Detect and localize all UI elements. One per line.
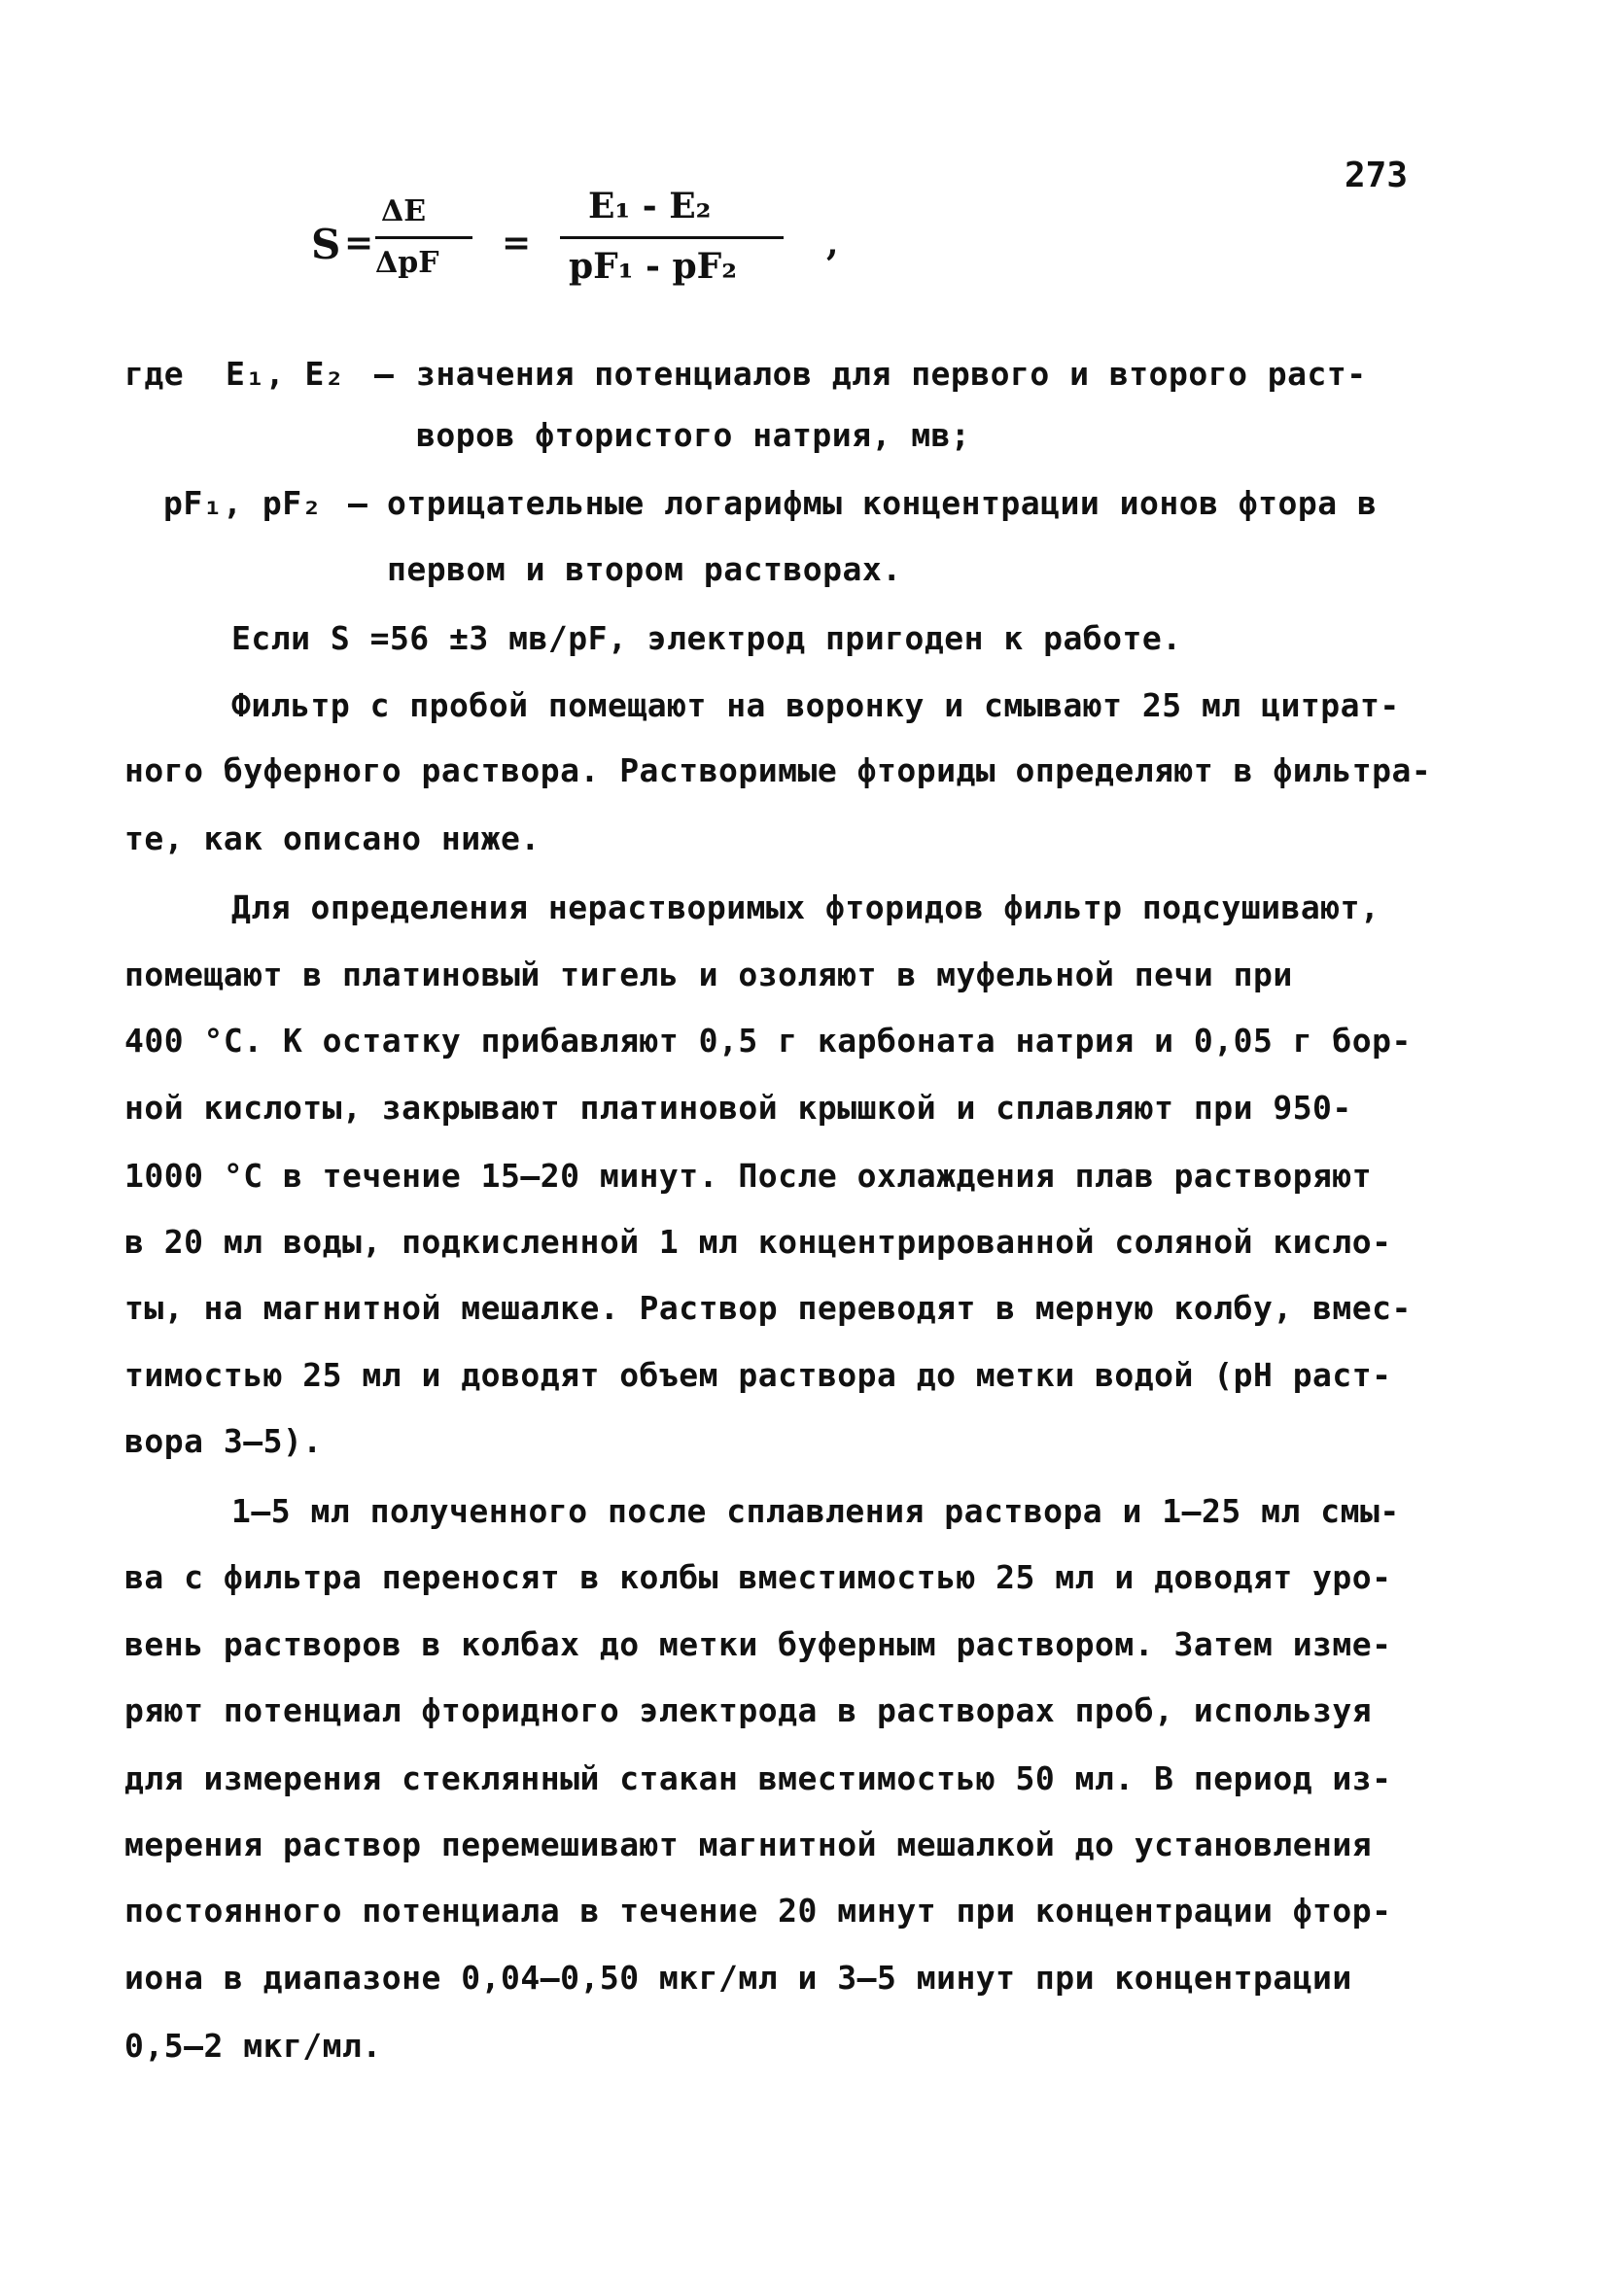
formula-frac1-numerator: ΔE — [381, 194, 427, 228]
formula-frac2-numerator: E₁ - E₂ — [588, 186, 712, 226]
text-line: ва с фильтра переносят в колбы вместимостью 25 мл и доводят уро- — [124, 1558, 1392, 1596]
text-line: Фильтр с пробой помещают на воронку и смывают 25 мл цитрат- — [231, 686, 1400, 724]
text-line: в 20 мл воды, подкисленной 1 мл концентрированной соляной кисло- — [124, 1223, 1392, 1261]
text-line: те, как описано ниже. — [124, 819, 541, 857]
text-line: мерения раствор перемешивают магнитной мешалкой до установления — [124, 1826, 1373, 1863]
definition-lead: где — [124, 355, 185, 393]
formula-sensitivity — [311, 186, 856, 316]
definition-symbols: E₁, E₂ — [226, 355, 345, 393]
text-line: ряют потенциал фторидного электрода в растворах проб, используя — [124, 1691, 1373, 1729]
text-line: ной кислоты, закрывают платиновой крышкой и сплавляют при 950- — [124, 1089, 1352, 1127]
formula-frac2-line — [560, 236, 784, 239]
formula-frac1-line — [375, 236, 472, 239]
text-line: Если S =56 ±3 мв/pF, электрод пригоден к работе. — [231, 619, 1182, 657]
text-line: 1000 °С в течение 15–20 минут. После охлаждения плав растворяют — [124, 1157, 1373, 1195]
text-line: ного буферного раствора. Растворимые фториды определяют в фильтра- — [124, 751, 1432, 789]
formula-frac2-denominator: pF₁ - pF₂ — [569, 246, 738, 287]
formula-equals-2: = — [502, 223, 532, 263]
text-line: 0,5–2 мкг/мл. — [124, 2027, 382, 2065]
text-line: тимостью 25 мл и доводят объем раствора до метки водой (pH раст- — [124, 1356, 1392, 1394]
text-line: помещают в платиновый тигель и озоляют в муфельной печи при — [124, 956, 1293, 993]
text-line: вень растворов в колбах до метки буферным раствором. Затем изме- — [124, 1625, 1392, 1663]
definition-text-line: первом и втором растворах. — [387, 550, 902, 588]
text-line: иона в диапазоне 0,04–0,50 мкг/мл и 3–5 минут при концентрации — [124, 1959, 1352, 1997]
text-line: Для определения нерастворимых фторидов фильтр подсушивают, — [231, 888, 1380, 926]
formula-lhs: S — [311, 221, 341, 268]
definition-text-line: отрицательные логарифмы концентрации ионов фтора в — [387, 484, 1378, 522]
formula-frac1-denominator: ΔpF — [375, 246, 439, 280]
text-line: вора 3–5). — [124, 1422, 323, 1460]
definition-text-line: значения потенциалов для первого и второго раст- — [416, 355, 1367, 393]
text-line: 1–5 мл полученного после сплавления раствора и 1–25 мл смы- — [231, 1492, 1400, 1530]
definition-dash: – — [348, 484, 368, 522]
definition-text-line: воров фтористого натрия, мв; — [416, 416, 971, 454]
formula-trailing-comma: , — [826, 223, 839, 263]
text-line: 400 °С. К остатку прибавляют 0,5 г карбоната натрия и 0,05 г бор- — [124, 1022, 1412, 1060]
formula-equals-1: = — [344, 223, 374, 263]
text-line: ты, на магнитной мешалке. Раствор переводят в мерную колбу, вмес- — [124, 1289, 1412, 1327]
text-line: постоянного потенциала в течение 20 минут при концентрации фтор- — [124, 1892, 1392, 1930]
definition-symbols: pF₁, pF₂ — [163, 484, 322, 522]
text-line: для измерения стеклянный стакан вместимостью 50 мл. В период из- — [124, 1759, 1392, 1797]
page-number: 273 — [1345, 156, 1409, 195]
definition-dash: – — [374, 355, 395, 393]
